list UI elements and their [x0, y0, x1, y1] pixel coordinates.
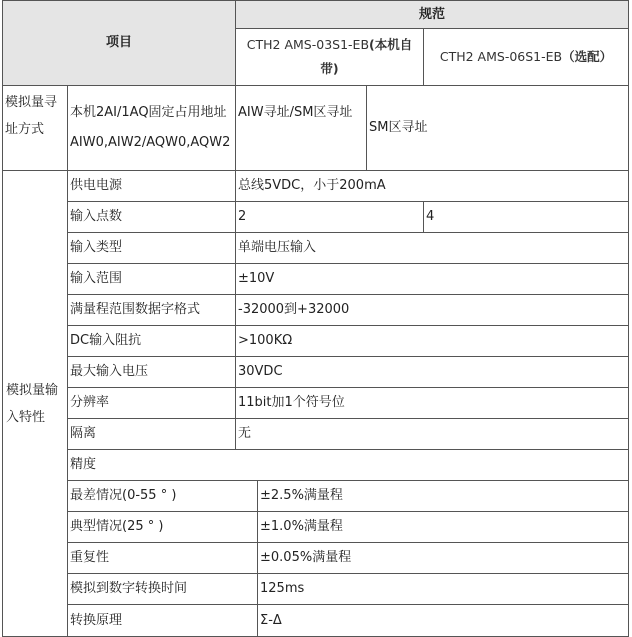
header-model-b-label: CTH2 AMS-06S1-EB（选配）: [439, 49, 613, 64]
addressing-label-cell: [2, 85, 68, 171]
row-principle-item: 转换原理: [67, 604, 258, 637]
row-principle-value: Σ-Δ: [257, 604, 629, 637]
row-typical-item: 典型情况(25 ° ): [67, 511, 258, 543]
addressing-value-a-cell: [235, 85, 367, 171]
addressing-item-cell: [67, 85, 236, 171]
row-convtime-item: 模拟到数字转换时间: [67, 573, 258, 605]
header-item-label: 项目: [105, 35, 132, 50]
row-typical-value: ±1.0%满量程: [257, 511, 629, 543]
row-repeat-item: 重复性: [67, 542, 258, 574]
header-spec-label: 规范: [418, 6, 445, 22]
row-range-value: ±10V: [235, 263, 629, 295]
row-impedance-value: >100KΩ: [235, 325, 629, 357]
row-points-item: 输入点数: [67, 201, 236, 233]
header-model-b-cell: [423, 28, 629, 86]
row-power-item: 供电电源: [67, 170, 236, 202]
row-format-item: 满量程范围数据字格式: [67, 294, 236, 326]
addressing-value-b: SM区寻址: [369, 120, 428, 135]
addressing-value-a: AIW寻址/SM区寻址: [238, 105, 353, 120]
header-model-a-cell: [235, 28, 424, 86]
row-repeat-value: ±0.05%满量程: [257, 542, 629, 574]
addressing-value-b-cell: [366, 85, 629, 171]
row-power-value: 总线5VDC，小于200mA: [235, 170, 629, 202]
row-format-value: -32000到+32000: [235, 294, 629, 326]
header-spec-cell: [235, 0, 629, 29]
row-type-item: 输入类型: [67, 232, 236, 264]
header-model-a-label: CTH2 AMS-03S1-EB(本机自带): [246, 37, 413, 76]
row-points-value-a: 2: [235, 201, 424, 233]
row-precision-label: 精度: [67, 449, 629, 481]
row-maxv-value: 30VDC: [235, 356, 629, 388]
addressing-item: 本机2AI/1AQ固定占用地址AIW0,AIW2/AQW0,AQW2: [70, 105, 231, 150]
addressing-label: 模拟量寻址方式: [5, 95, 58, 137]
row-isolation-item: 隔离: [67, 418, 236, 450]
row-isolation-value: 无: [235, 418, 629, 450]
row-worst-item: 最差情况(0-55 ° ): [67, 480, 258, 512]
row-worst-value: ±2.5%满量程: [257, 480, 629, 512]
row-resolution-item: 分辨率: [67, 387, 236, 419]
row-points-value-b: 4: [423, 201, 629, 233]
row-convtime-value: 125ms: [257, 573, 629, 605]
row-maxv-item: 最大输入电压: [67, 356, 236, 388]
header-item-cell: [2, 0, 236, 86]
input-char-label-cell: [2, 170, 68, 637]
row-resolution-value: 11bit加1个符号位: [235, 387, 629, 419]
row-impedance-item: DC输入阻抗: [67, 325, 236, 357]
input-char-label: 模拟量输入特性: [6, 382, 59, 425]
row-type-value: 单端电压输入: [235, 232, 629, 264]
row-range-item: 输入范围: [67, 263, 236, 295]
